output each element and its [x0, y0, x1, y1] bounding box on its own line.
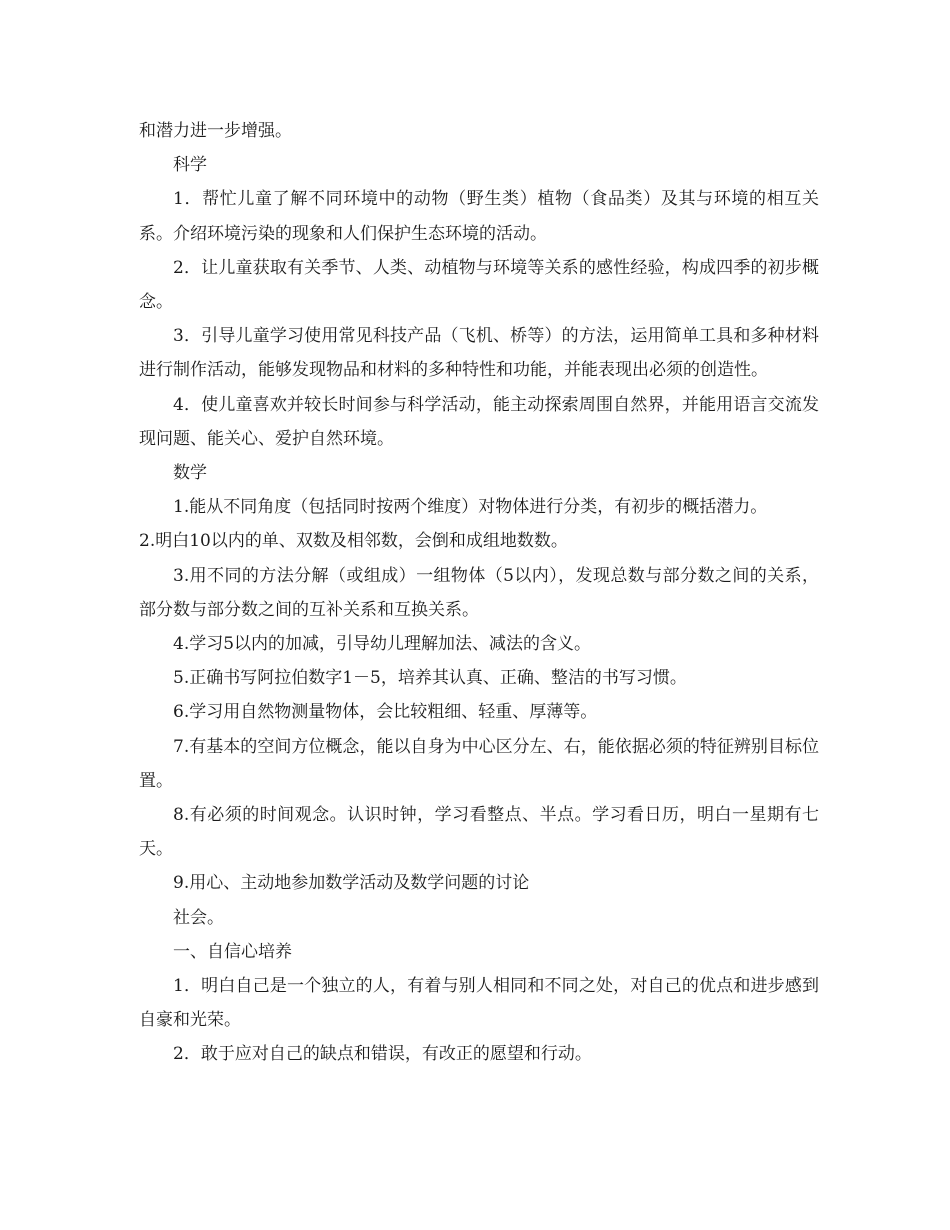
science-item-2: 2．让儿童获取有关季节、人类、动植物与环境等关系的感性经验，构成四季的初步概念。: [139, 257, 819, 313]
paragraph-continuation: 和潜力进一步增强。: [139, 121, 292, 141]
science-item-1: 1．帮忙儿童了解不同环境中的动物（野生类）植物（食品类）及其与环境的相互关系。介绍环境污染的现象和人们保护生态环境的活动。: [139, 189, 819, 244]
math-item-9: 9.用心、主动地参加数学活动及数学问题的讨论: [173, 873, 530, 894]
math-item-3: 3.用不同的方法分解（或组成）一组物体（5以内），发现总数与部分数之间的关系，部分数与部分数之间的互补关系和互换关系。: [139, 565, 819, 620]
science-item-3: 3．引导儿童学习使用常见科技产品（飞机、桥等）的方法，运用简单工具和多种材料进行制作活动，能够发现物品和材料的多种特性和功能，并能表现出必须的创造性。: [139, 326, 819, 381]
confidence-item-2: 2．敢于应对自己的缺点和错误，有改正的愿望和行动。: [173, 1044, 592, 1065]
document-body: [139, 114, 819, 1072]
science-item-4: 4．使儿童喜欢并较长时间参与科学活动，能主动探索周围自然界，并能用语言交流发现问题、能关心、爱护自然环境。: [139, 394, 819, 449]
section-heading-science: 科学: [173, 155, 207, 176]
math-item-6: 6.学习用自然物测量物体，会比较粗细、轻重、厚薄等。: [173, 702, 598, 723]
section-heading-math: 数学: [173, 463, 207, 484]
math-item-5: 5.正确书写阿拉伯数字1－5，培养其认真、正确、整洁的书写习惯。: [173, 668, 687, 689]
math-item-1: 1.能从不同角度（包括同时按两个维度）对物体进行分类，有初步的概括潜力。: [173, 497, 768, 518]
confidence-item-1: 1．明白自己是一个独立的人，有着与别人相同和不同之处，对自己的优点和进步感到自豪和光荣。: [139, 976, 819, 1031]
math-item-2: 2.明白10以内的单、双数及相邻数，会倒和成组地数数。: [139, 531, 568, 552]
math-item-7: 7.有基本的空间方位概念，能以自身为中心区分左、右，能依据必须的特征辨别目标位置。: [139, 736, 819, 791]
section-heading-society: 社会。: [173, 907, 224, 928]
math-item-8: 8.有必须的时间观念。认识时钟，学习看整点、半点。学习看日历，明白一星期有七天。: [139, 805, 819, 860]
math-item-4: 4.学习5以内的加减，引导幼儿理解加法、减法的含义。: [173, 634, 592, 655]
subsection-heading-confidence: 一、自信心培养: [173, 941, 292, 962]
